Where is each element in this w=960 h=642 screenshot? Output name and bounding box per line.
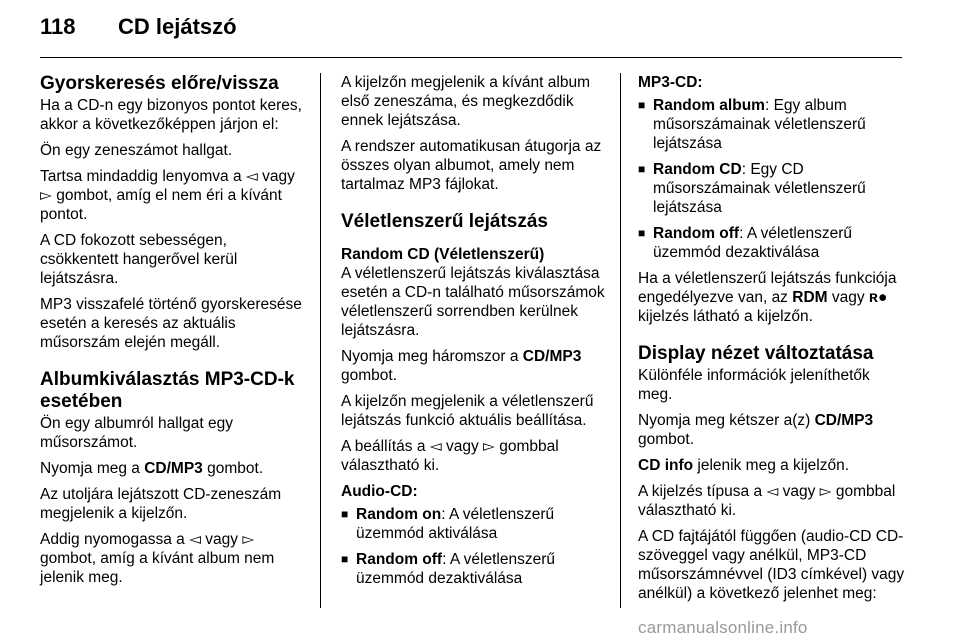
paragraph: A CD fokozott sebességen, csökkentett hangerővel kerül lejátszásra. — [40, 232, 238, 287]
previous-symbol-icon: ◅ — [429, 438, 442, 455]
paragraph: A véletlenszerű lejátszás kiválasztása esetén a CD-n található műsorszámok véletlenszerű sorrendben kerülnek lejátszásra. — [341, 265, 605, 339]
button-name: CD/MP3 — [144, 460, 203, 477]
next-symbol-icon: ▻ — [483, 438, 495, 455]
page-title: CD lejátszó — [118, 14, 237, 39]
paragraph: MP3 visszafelé történő gyorskeresése esetén a keresés az aktuális műsorszám elején megáll. — [40, 296, 302, 351]
header-rule — [40, 57, 902, 58]
previous-symbol-icon: ◅ — [766, 483, 779, 500]
display-mode-name: CD info — [638, 457, 694, 474]
random-indicator-icon: ʀ● — [868, 289, 888, 306]
next-symbol-icon: ▻ — [40, 187, 52, 204]
subheading-mp3-cd: MP3-CD: — [638, 74, 703, 91]
paragraph: Addig nyomogassa a ◅ vagy ▻ gombot, amíg a kívánt album nem jelenik meg. — [40, 531, 275, 586]
previous-symbol-icon: ◅ — [245, 168, 258, 185]
column-1 — [40, 73, 308, 594]
bullet-icon: ■ — [341, 507, 349, 521]
paragraph: CD info jelenik meg a kijelzőn. — [638, 457, 850, 474]
list-item: ■ Random album: Egy album műsorszámainak véletlenszerű lejátszása — [638, 97, 866, 152]
bullet-icon: ■ — [341, 552, 349, 566]
paragraph: Ön egy albumról hallgat egy műsorszámot. — [40, 415, 234, 451]
section-heading-display: Display nézet változtatása — [638, 343, 874, 364]
bullet-icon: ■ — [638, 162, 646, 176]
list-item: ■ Random off: A véletlenszerű üzemmód dezaktiválása — [341, 551, 555, 587]
list-item: ■ Random CD: Egy CD műsorszámainak véletlenszerű lejátszása — [638, 161, 866, 216]
subheading-audio-cd: Audio-CD: — [341, 483, 418, 500]
column-3 — [638, 73, 906, 610]
list-item: ■ Random on: A véletlenszerű üzemmód aktiválása — [341, 506, 555, 542]
paragraph: A kijelzés típusa a ◅ vagy ▻ gombbal választható ki. — [638, 483, 896, 519]
paragraph: Különféle információk jeleníthetők meg. — [638, 367, 870, 403]
section-heading-album-select: Albumkiválasztás MP3-CD-k esetében — [40, 369, 295, 412]
paragraph: Az utoljára lejátszott CD-zeneszám megjelenik a kijelzőn. — [40, 486, 282, 522]
paragraph: A beállítás a ◅ vagy ▻ gombbal választható ki. — [341, 438, 559, 474]
paragraph: Nyomja meg háromszor a CD/MP3 gombot. — [341, 348, 582, 384]
paragraph: Tartsa mindaddig lenyomva a ◅ vagy ▻ gombot, amíg el nem éri a kívánt pontot. — [40, 168, 295, 223]
subheading-random-cd: Random CD (Véletlenszerű) — [341, 246, 545, 263]
column-divider-2 — [620, 73, 621, 608]
page-header — [40, 14, 237, 40]
paragraph: Nyomja meg a CD/MP3 gombot. — [40, 460, 264, 477]
list-item: ■ Random off: A véletlenszerű üzemmód dezaktiválása — [638, 225, 852, 261]
page-number: 118 — [40, 14, 76, 39]
next-symbol-icon: ▻ — [819, 483, 832, 500]
paragraph: Ön egy zeneszámot hallgat. — [40, 142, 233, 159]
watermark: carmanualsonline.info — [638, 618, 808, 637]
column-2 — [341, 73, 609, 595]
section-heading-fast-search: Gyorskeresés előre/vissza — [40, 73, 279, 94]
rdm-indicator: RDM — [792, 289, 828, 306]
button-name: CD/MP3 — [814, 412, 874, 429]
paragraph: Nyomja meg kétszer a(z) CD/MP3 gombot. — [638, 412, 874, 448]
paragraph: Ha a véletlenszerű lejátszás funkciója engedélyezve van, az RDM vagy ʀ● kijelzés látható a kijelzőn. — [638, 270, 897, 325]
section-heading-random: Véletlenszerű lejátszás — [341, 211, 548, 232]
button-name: CD/MP3 — [522, 348, 582, 365]
paragraph: Ha a CD-n egy bizonyos pontot keres, akkor a következőképpen járjon el: — [40, 97, 302, 133]
paragraph: A CD fajtájától függően (audio-CD CD-szöveggel vagy anélkül, MP3-CD műsorszámnévvel (ID3 címkével) vagy anélkül) a következő jelenhet meg: — [638, 528, 905, 602]
next-symbol-icon: ▻ — [242, 531, 255, 548]
paragraph: A rendszer automatikusan átugorja az összes olyan albumot, amely nem tartalmaz MP3 fájlokat. — [341, 138, 602, 193]
previous-symbol-icon: ◅ — [189, 531, 201, 548]
bullet-icon: ■ — [638, 226, 646, 240]
column-divider-1 — [320, 73, 321, 608]
paragraph: A kijelzőn megjelenik a kívánt album első zeneszáma, és megkezdődik ennek lejátszása. — [341, 74, 590, 129]
bullet-icon: ■ — [638, 98, 646, 112]
paragraph: A kijelzőn megjelenik a véletlenszerű lejátszás funkció aktuális beállítása. — [341, 393, 594, 429]
